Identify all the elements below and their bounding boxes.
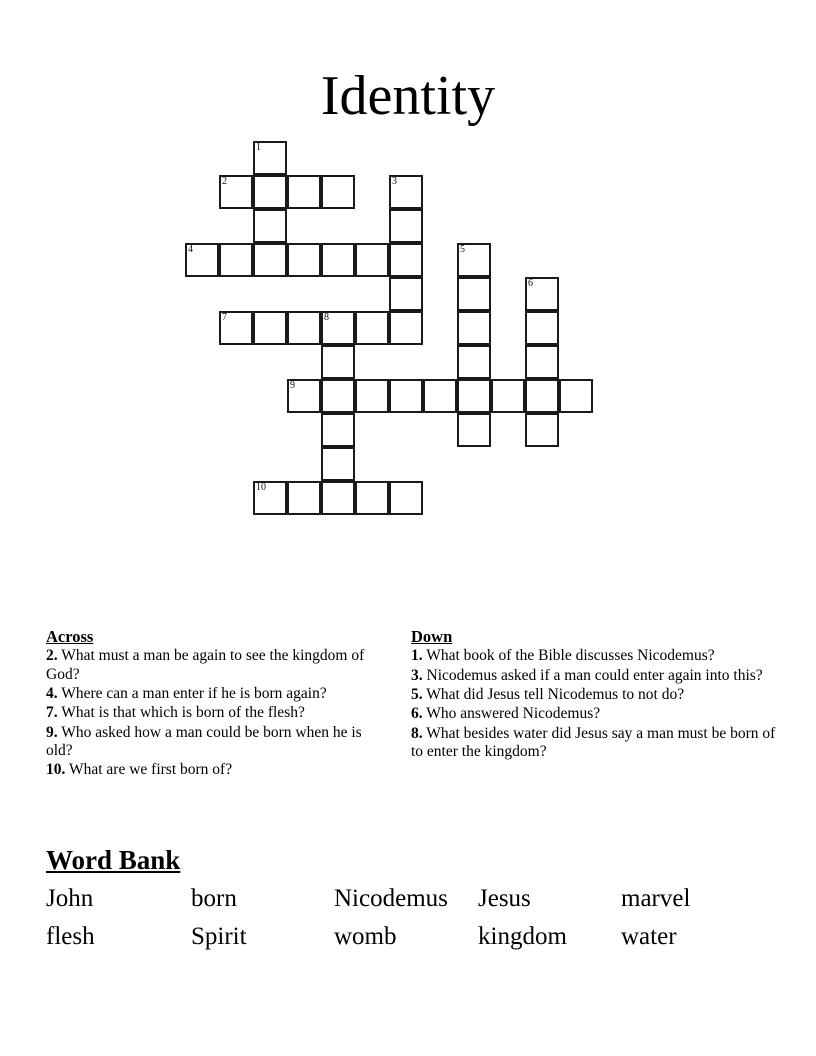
- cell-number: 8: [324, 312, 329, 323]
- clue-text: Where can a man enter if he is born again?: [57, 685, 327, 703]
- grid-cell-numbered-10[interactable]: [253, 481, 287, 515]
- grid-cell[interactable]: [389, 311, 423, 345]
- grid-cell-numbered-7[interactable]: [219, 311, 253, 345]
- down-clue-3: [411, 667, 781, 686]
- word-bank-word: John: [46, 885, 94, 913]
- clue-number: 5.: [411, 686, 423, 704]
- grid-cell[interactable]: [491, 379, 525, 413]
- cell-number: 6: [528, 278, 533, 289]
- grid-cell-numbered-9[interactable]: [287, 379, 321, 413]
- cell-number: 9: [290, 380, 295, 391]
- grid-cell[interactable]: [287, 311, 321, 345]
- grid-cell[interactable]: [321, 175, 355, 209]
- grid-cell[interactable]: [389, 209, 423, 243]
- down-heading: Down: [411, 627, 453, 646]
- word-bank-word: kingdom: [478, 923, 567, 951]
- clue-text: Who answered Nicodemus?: [422, 705, 601, 723]
- across-clue-9: [46, 724, 378, 762]
- word-bank-word: Spirit: [191, 923, 247, 951]
- grid-cell[interactable]: [253, 243, 287, 277]
- grid-cell[interactable]: [525, 311, 559, 345]
- across-heading: Across: [46, 627, 94, 646]
- grid-cell-numbered-4[interactable]: [185, 243, 219, 277]
- clue-number: 2.: [46, 647, 58, 665]
- grid-cell[interactable]: [525, 345, 559, 379]
- clue-number: 9.: [46, 723, 58, 741]
- grid-cell[interactable]: [457, 311, 491, 345]
- clue-number: 4.: [46, 685, 58, 703]
- down-clue-1: [411, 647, 781, 666]
- grid-cell[interactable]: [287, 175, 321, 209]
- cell-number: 10: [256, 482, 266, 493]
- clue-text: What must a man be again to see the kingdom of God?: [46, 647, 365, 683]
- word-bank-word: marvel: [621, 885, 691, 913]
- clue-text: What did Jesus tell Nicodemus to not do?: [422, 686, 685, 704]
- grid-cell[interactable]: [355, 311, 389, 345]
- clue-number: 7.: [46, 704, 58, 722]
- clue-number: 10.: [46, 761, 66, 779]
- across-clue-2: [46, 647, 378, 685]
- word-bank-row: [46, 880, 776, 918]
- across-clue-10: [46, 761, 378, 780]
- grid-cell[interactable]: [321, 379, 355, 413]
- grid-cell[interactable]: [253, 209, 287, 243]
- across-clues-column: [46, 627, 378, 780]
- cell-number: 4: [188, 244, 193, 255]
- clue-number: 8.: [411, 724, 423, 742]
- grid-cell[interactable]: [389, 243, 423, 277]
- grid-cell[interactable]: [355, 379, 389, 413]
- grid-cell[interactable]: [457, 379, 491, 413]
- grid-cell[interactable]: [355, 481, 389, 515]
- cell-number: 2: [222, 176, 227, 187]
- page-title: Identity: [320, 64, 496, 127]
- across-clue-4: [46, 685, 378, 704]
- clue-text: What book of the Bible discusses Nicodemus?: [422, 647, 715, 665]
- grid-cell[interactable]: [219, 243, 253, 277]
- grid-cell[interactable]: [389, 277, 423, 311]
- cell-number: 5: [460, 244, 465, 255]
- grid-cell[interactable]: [287, 481, 321, 515]
- grid-cell[interactable]: [321, 481, 355, 515]
- clue-number: 6.: [411, 705, 423, 723]
- down-clue-list: [411, 647, 781, 762]
- grid-cell[interactable]: [253, 175, 287, 209]
- grid-cell-numbered-3[interactable]: [389, 175, 423, 209]
- word-bank-word: water: [621, 923, 677, 951]
- grid-cell[interactable]: [525, 379, 559, 413]
- cell-number: 1: [256, 142, 261, 153]
- grid-cell[interactable]: [321, 345, 355, 379]
- clue-text: What is that which is born of the flesh?: [57, 704, 305, 722]
- grid-cell-numbered-8[interactable]: [321, 311, 355, 345]
- grid-cell[interactable]: [321, 243, 355, 277]
- word-bank-rows: [46, 880, 776, 956]
- clue-text: Nicodemus asked if a man could enter again into this?: [422, 666, 763, 684]
- grid-cell-numbered-5[interactable]: [457, 243, 491, 277]
- word-bank-word: flesh: [46, 923, 95, 951]
- grid-cell[interactable]: [389, 481, 423, 515]
- grid-cell[interactable]: [423, 379, 457, 413]
- grid-cell[interactable]: [525, 413, 559, 447]
- word-bank-word: Nicodemus: [334, 885, 448, 913]
- across-clue-7: [46, 704, 378, 723]
- across-clue-list: [46, 647, 378, 780]
- word-bank-word: Jesus: [478, 885, 531, 913]
- word-bank-word: womb: [334, 923, 397, 951]
- word-bank-row: [46, 918, 776, 956]
- grid-cell-numbered-2[interactable]: [219, 175, 253, 209]
- down-clues-column: [411, 627, 781, 762]
- grid-cell[interactable]: [457, 345, 491, 379]
- word-bank-section: [46, 845, 776, 956]
- clue-text: What besides water did Jesus say a man must be born of to enter the kingdom?: [411, 724, 776, 760]
- down-clue-6: [411, 705, 781, 724]
- grid-cell[interactable]: [321, 447, 355, 481]
- grid-cell[interactable]: [321, 413, 355, 447]
- grid-cell[interactable]: [253, 311, 287, 345]
- clue-text: What are we first born of?: [65, 761, 233, 779]
- clue-number: 3.: [411, 666, 423, 684]
- grid-cell[interactable]: [389, 379, 423, 413]
- grid-cell-numbered-1[interactable]: [253, 141, 287, 175]
- down-clue-5: [411, 686, 781, 705]
- word-bank-heading: Word Bank: [46, 845, 181, 875]
- grid-cell[interactable]: [457, 413, 491, 447]
- cell-number: 3: [392, 176, 397, 187]
- grid-cell[interactable]: [457, 277, 491, 311]
- grid-cell[interactable]: [559, 379, 593, 413]
- down-clue-8: [411, 725, 781, 763]
- clue-number: 1.: [411, 647, 423, 665]
- grid-cell[interactable]: [287, 243, 321, 277]
- word-bank-word: born: [191, 885, 237, 913]
- grid-cell-numbered-6[interactable]: [525, 277, 559, 311]
- clue-text: Who asked how a man could be born when he is old?: [46, 723, 362, 759]
- grid-cell[interactable]: [355, 243, 389, 277]
- cell-number: 7: [222, 312, 227, 323]
